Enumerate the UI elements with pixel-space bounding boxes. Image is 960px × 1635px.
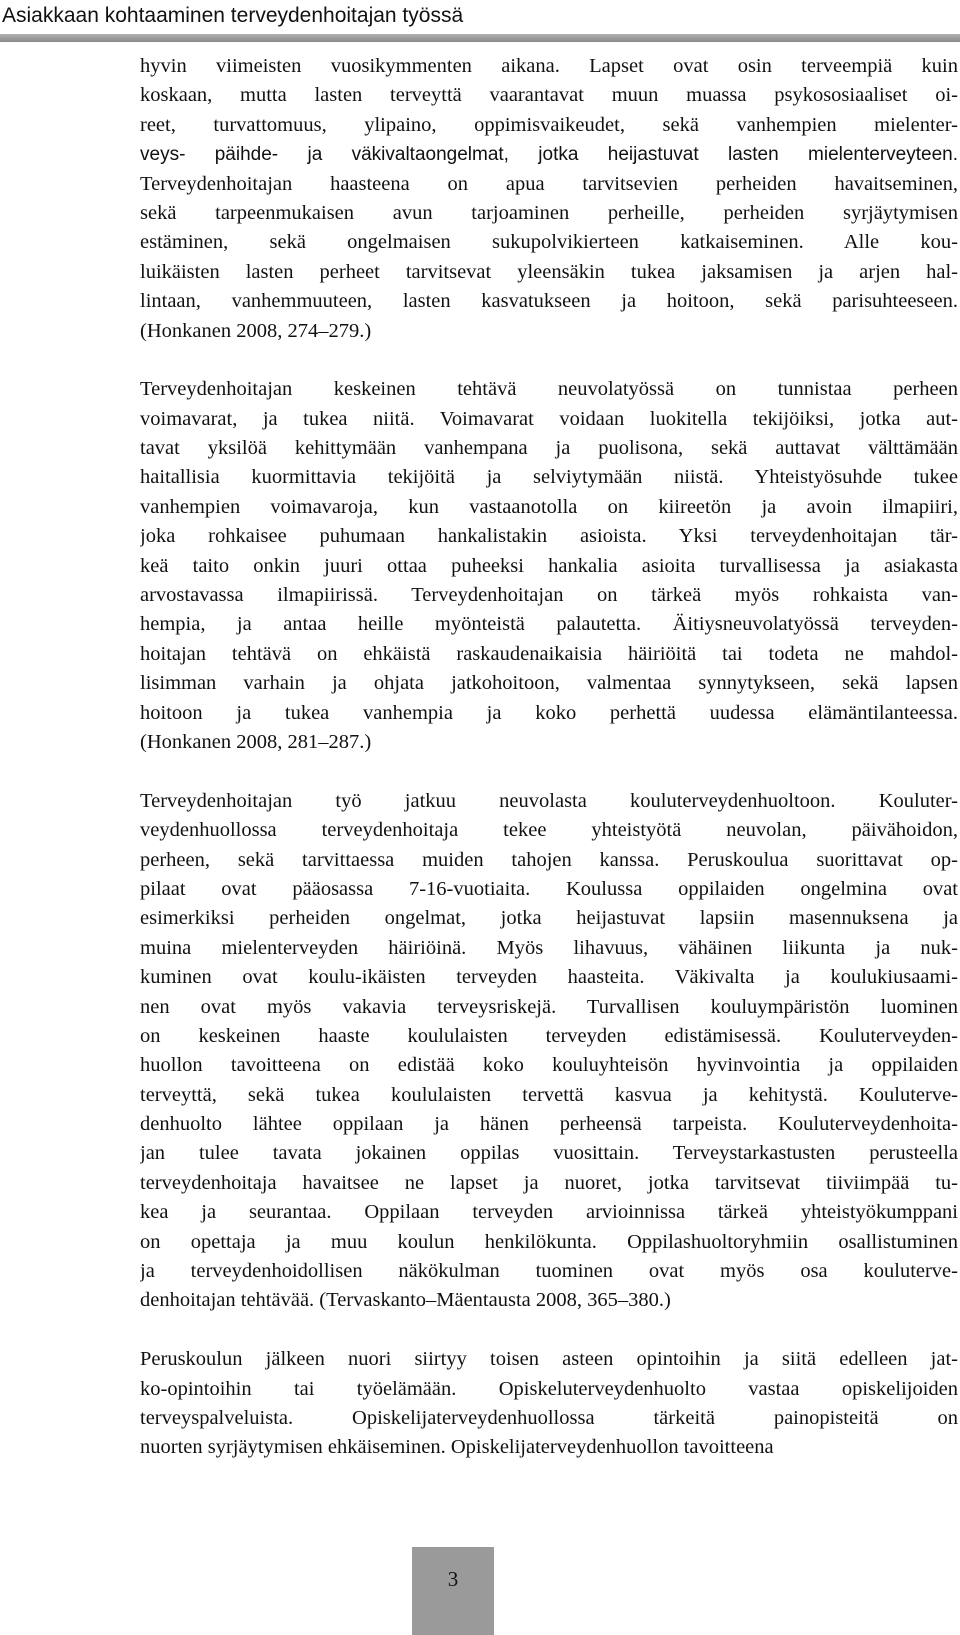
text-line: nuorten syrjäytymisen ehkäiseminen. Opiskelijaterveydenhuollon tavoitteena bbox=[140, 1436, 774, 1459]
text-line: Terveydenhoitajan haasteena on apua tarvitsevien perheiden havaitseminen, bbox=[140, 172, 958, 195]
text-line: hempia, ja antaa heille myönteistä palautetta. Äitiysneuvolatyössä terveyden- bbox=[140, 613, 958, 636]
text-line: huollon tavoitteena on edistää koko kouluyhteisön hyvinvointia ja oppilaiden bbox=[140, 1054, 958, 1077]
text-line: reet, turvattomuus, ylipaino, oppimisvaikeudet, sekä vanhempien mielenter- bbox=[140, 113, 958, 136]
text-line: muina mielenterveyden häiriöinä. Myös lihavuus, vähäinen liikunta ja nuk- bbox=[140, 936, 958, 959]
text-line: haitallisia kuormittavia tekijöitä ja selviytymään niistä. Yhteistyösuhde tukee bbox=[140, 466, 958, 489]
page-header bbox=[0, 0, 960, 45]
text-line: koskaan, mutta lasten terveyttä vaarantavat muun muassa psykososiaaliset oi- bbox=[140, 84, 958, 107]
text-line: tavat yksilöä kehittymään vanhempana ja puolisona, sekä auttavat välttämään bbox=[140, 437, 958, 460]
text-line: estäminen, sekä ongelmaisen sukupolvikierteen katkaiseminen. Alle kou- bbox=[140, 231, 958, 254]
text-line: kuminen ovat koulu-ikäisten terveyden haasteita. Väkivalta ja koulukiusaami- bbox=[140, 966, 958, 989]
text-line: ko-opintoihin tai työelämään. Opiskeluterveydenhuolto vastaa opiskelijoiden bbox=[140, 1377, 958, 1400]
text-line: (Honkanen 2008, 281–287.) bbox=[140, 730, 372, 753]
text-line: hoitajan tehtävä on ehkäistä raskaudenaikaisia häiriöitä tai todeta ne mahdol- bbox=[140, 642, 958, 665]
paragraph bbox=[140, 375, 958, 757]
text-line: hyvin viimeisten vuosikymmenten aikana. Lapset ovat osin terveempiä kuin bbox=[140, 55, 958, 77]
text-line: hoitoon ja tukea vanhempia ja koko perhettä uudessa elämäntilanteessa. bbox=[140, 701, 958, 724]
text-line: Peruskoulun jälkeen nuori siirtyy toisen asteen opintoihin ja siitä edelleen jat- bbox=[140, 1348, 958, 1371]
document-title: Asiakkaan kohtaaminen terveydenhoitajan työssä bbox=[2, 4, 464, 27]
text-line: veydenhuollossa terveydenhoitaja tekee yhteistyötä neuvolan, päivähoidon, bbox=[140, 819, 958, 842]
header-divider bbox=[0, 34, 960, 42]
text-line: (Honkanen 2008, 274–279.) bbox=[140, 319, 372, 342]
text-line: Terveydenhoitajan keskeinen tehtävä neuvolatyössä on tunnistaa perheen bbox=[140, 378, 958, 401]
text-line: ja terveydenhoidollisen näkökulman tuominen ovat myös osa kouluterve- bbox=[140, 1260, 958, 1283]
text-line: jan tulee tavata jokainen oppilas vuosittain. Terveystarkastusten perusteella bbox=[140, 1142, 958, 1165]
text-line: lintaan, vanhemmuuteen, lasten kasvatukseen ja hoitoon, sekä parisuhteeseen. bbox=[140, 290, 958, 313]
text-line: terveyttä, sekä tukea koululaisten tervettä kasvua ja kehitystä. Kouluterve- bbox=[140, 1083, 958, 1106]
text-line: terveydenhoitaja havaitsee ne lapset ja nuoret, jotka tarvitsevat tiiviimpää tu- bbox=[140, 1171, 958, 1194]
text-line: joka rohkaisee puhumaan hankalistakin asioista. Yksi terveydenhoitajan tär- bbox=[140, 525, 958, 548]
text-line: sekä tarpeenmukaisen avun tarjoaminen perheille, perheiden syrjäytymisen bbox=[140, 201, 958, 224]
paragraph bbox=[140, 787, 958, 1316]
text-line: nen ovat myös vakavia terveysriskejä. Turvallisen kouluympäristön luominen bbox=[140, 995, 958, 1018]
document-body bbox=[140, 52, 958, 1492]
text-line: arvostavassa ilmapiirissä. Terveydenhoitajan on tärkeä myös rohkaista van- bbox=[140, 584, 958, 607]
text-line: on opettaja ja muu koulun henkilökunta. Oppilashuoltoryhmiin osallistuminen bbox=[140, 1230, 958, 1253]
paragraph bbox=[140, 52, 958, 346]
text-line: denhuolto lähtee oppilaan ja hänen perheensä tarpeista. Kouluterveydenhoita- bbox=[140, 1113, 958, 1136]
text-line: keä taito onkin juuri ottaa puheeksi hankalia asioita turvallisessa ja asiakasta bbox=[140, 554, 958, 577]
page-number: 3 bbox=[447, 1567, 459, 1591]
text-line: esimerkiksi perheiden ongelmat, jotka heijastuvat lapsiin masennuksena ja bbox=[140, 907, 958, 930]
page-number-box bbox=[412, 1547, 494, 1635]
paragraph bbox=[140, 1345, 958, 1463]
text-line: veys- päihde- ja väkivaltaongelmat, jotka heijastuvat lasten mielenterveyteen. bbox=[140, 144, 958, 166]
text-line: on keskeinen haaste koululaisten terveyden edistämisessä. Kouluterveyden- bbox=[140, 1024, 958, 1047]
text-line: lisimman varhain ja ohjata jatkohoitoon, valmentaa synnytykseen, sekä lapsen bbox=[140, 672, 958, 695]
text-line: denhoitajan tehtävää. (Tervaskanto–Mäentausta 2008, 365–380.) bbox=[140, 1289, 671, 1312]
text-line: kea ja seurantaa. Oppilaan terveyden arvioinnissa tärkeä yhteistyökumppani bbox=[140, 1201, 958, 1224]
text-line: pilaat ovat pääosassa 7-16-vuotiaita. Koulussa oppilaiden ongelmina ovat bbox=[140, 877, 958, 900]
text-line: luikäisten lasten perheet tarvitsevat yleensäkin tukea jaksamisen ja arjen hal- bbox=[140, 260, 958, 283]
text-line: voimavarat, ja tukea niitä. Voimavarat voidaan luokitella tekijöiksi, jotka aut- bbox=[140, 407, 958, 430]
text-line: vanhempien voimavaroja, kun vastaanotolla on kiireetön ja avoin ilmapiiri, bbox=[140, 495, 958, 518]
text-line: perheen, sekä tarvittaessa muiden tahojen kanssa. Peruskoulua suorittavat op- bbox=[140, 848, 958, 871]
text-line: Terveydenhoitajan työ jatkuu neuvolasta kouluterveydenhuoltoon. Kouluter- bbox=[140, 789, 958, 812]
text-line: terveyspalveluista. Opiskelijaterveydenhuollossa tärkeitä painopisteitä on bbox=[140, 1406, 958, 1429]
